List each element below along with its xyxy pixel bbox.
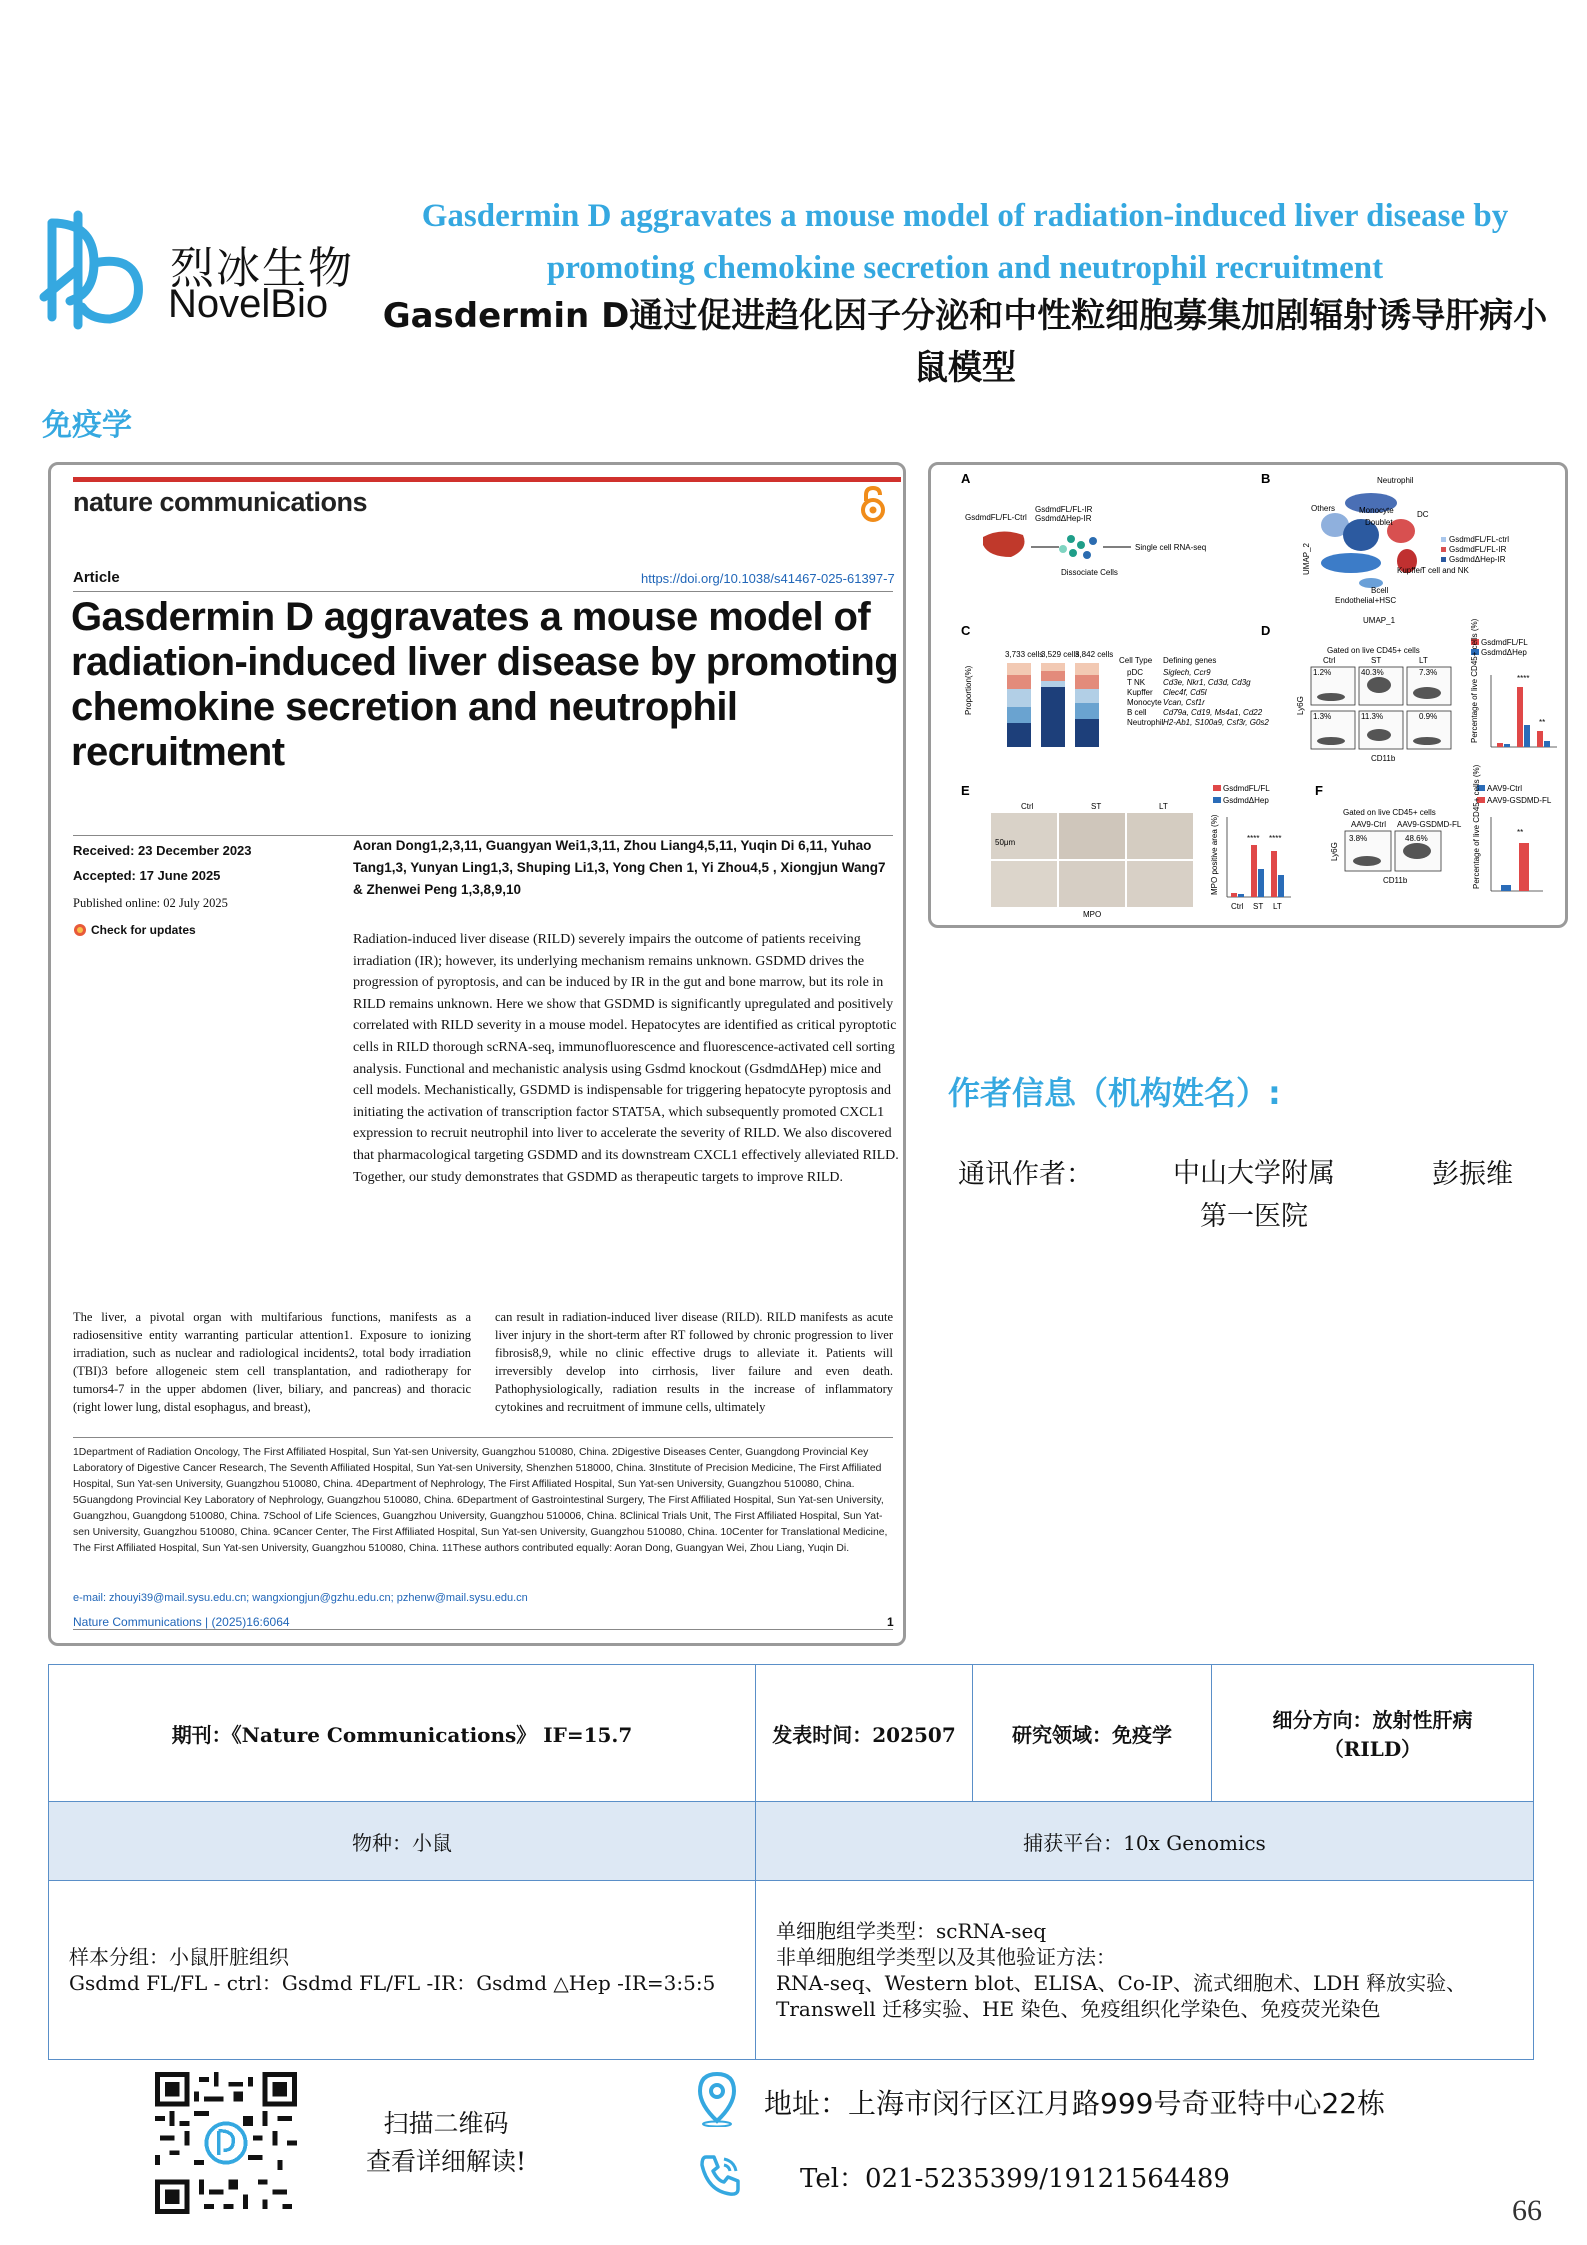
check-updates-label: Check for updates [91,923,196,937]
e-leg1: GsdmdFL/FL [1223,784,1270,793]
d-col-ctrl: Ctrl [1323,656,1336,665]
b-monocyte: Monocyte [1359,506,1394,515]
other-methods-title: 非单细胞组学类型以及其他验证方法： [776,1945,1116,1969]
f-xlabel: CD11b [1383,876,1408,885]
a-ir1-label: GsdmdFL/FL-IR [1035,505,1093,514]
b-endo: Endothelial+HSC [1335,596,1397,605]
c-count-3: 3,842 cells [1075,650,1114,659]
c-type-5: Neutrophil [1127,718,1164,727]
d-leg1: GsdmdFL/FL [1481,638,1528,647]
f-bar-ylabel: Percentage of live CD45+ cells (%) [1472,764,1481,889]
c-genes-head: Defining genes [1163,656,1217,665]
d-bar-chart [1491,675,1557,747]
c-count-2: 3,529 cells [1041,650,1080,659]
body-column-left: The liver, a pivotal organ with multifarious functions, manifests as a radiosensitive entity warranting particular attention1. Exposure to ionizing irradiation, such as nuclear and radiological incidents2, total body irradiation (TBI)3 before allogeneic stem cell transplantation, and radiotherapy for tumors4-7 in the upper abdomen (liver, biliary, and pancreas) and thoracic (right lower lung, distal esophagus, and breast), [73,1310,471,1414]
author-info-heading: 作者信息（机构姓名）: [948,1074,1281,1112]
qr-caption-line-1: 扫描二维码 [383,2109,509,2138]
e-col-st: ST [1091,802,1102,811]
species-cell: 物种：小鼠 [49,1802,756,1881]
c-type-4: B cell [1127,708,1147,717]
b-leg2: GsdmdFL/FL-IR [1449,545,1507,554]
brand-name-en: NovelBio [168,282,329,326]
d-pct-4: 1.3% [1313,712,1332,721]
b-doublet: Doublet [1365,518,1393,527]
panel-e-label: E [961,783,970,798]
f-pct-1: 3.8% [1349,834,1368,843]
e-bar-ctrl: Ctrl [1231,902,1244,911]
sample-cell [49,1881,756,2060]
d-pct-6: 0.9% [1419,712,1438,721]
liver-icon [983,531,1025,557]
e-col-ctrl: Ctrl [1021,802,1034,811]
direction-line-1: 细分方向：放射性肝病 [1272,1708,1473,1732]
check-for-updates[interactable] [73,923,196,937]
abstract: Radiation-induced liver disease (RILD) severely impairs the outcome of patients receiving irradiation (IR); however, its underlying mechanism remains unknown. GSDMD drives the progression of pyroptosis, and can be induced by IR in the gut and bone marrow, but its role in RILD remains unknown. Here we show that GSDMD is significantly upregulated and positively correlated with RILD severity in a mouse model. Hepatocytes are identified as critical pyroptotic cells in RILD thorough scRNA-seq, immunofluorescence and fluorescence-activated cell sorting analysis. Functional and mechanistic analysis using Gsdmd knockout (GsdmdΔHep) mice and cell models. Mechanistically, GSDMD is indispensable for triggering hepatocyte pyroptosis and initiating the activation of transcription factor STAT5A, which subsequently promoted CXCL1 expression to recruit neutrophil into liver to accelerate the severity of RILD. We also discovered that pharmacological targeting GSDMD and its downstream CXCL1 effectively alleviated RILD. Together, our study demonstrates that GSDMD as therapeutic targets to improve RILD. [353,932,899,1185]
d-pct-5: 11.3% [1361,712,1384,721]
body-column-right: can result in radiation-induced liver disease (RILD). RILD manifests as acute liver injury in the short-term after RT followed by chronic progression to liver fibrosis8,9, while no clinic effective drugs to alleviate it. Patients will irreversibly develop into cirrhosis, liver failure and even death. Pathophysiologically, radiation results in the increase of inflammatory cytokines and recruitment of immune cells, ultimately [495,1310,893,1414]
field-cell: 研究领域：免疫学 [973,1665,1212,1802]
b-neutrophil: Neutrophil [1377,476,1414,485]
f-col-2: AAV9-GSDMD-FL [1397,820,1462,829]
a-dissociate-label: Dissociate Cells [1061,568,1118,577]
author-list: Aoran Dong1,2,3,11, Guangyan Wei1,3,11, Zhou Liang4,5,11, Yuqin Di 6,11, Yuhao Tang1,3, Yunyan Ling1,3, Shuping Li1,3, Yong Chen 1, Yi Zhou4,5 , Xiongjun Wang7 & Zhenwei Peng 1,3,8,9,10 [353,838,886,897]
contact-emails[interactable]: e-mail: zhouyi39@mail.sysu.edu.cn; wangxiongjun@gzhu.edu.cn; pzhenw@mail.sysu.edu.cn [73,1592,528,1604]
d-sig-1: **** [1517,674,1530,683]
f-gate: Gated on live CD45+ cells [1343,808,1436,817]
sc-type: 单细胞组学类型：scRNA-seq [776,1919,1047,1943]
b-umap1: UMAP_1 [1363,616,1396,625]
doi-link[interactable]: https://doi.org/10.1038/s41467-025-61397-7 [641,571,895,586]
study-info-table [48,1664,1534,2060]
journal-cell: 期刊：《Nature Communications》 IF=15.7 [49,1665,756,1802]
histology-images [991,813,1193,907]
page-number-paper: 1 [887,1615,894,1629]
e-leg2: GsdmdΔHep [1223,796,1269,805]
a-ir2-label: GsdmdΔHep-IR [1035,514,1092,523]
article-type: Article [73,569,120,586]
other-methods-line-2: Transwell 迁移实验、HE 染色、免疫组织化学染色、免疫荧光染色 [776,1997,1381,2021]
c-type-1: T NK [1127,678,1146,687]
e-sig-2: **** [1269,834,1282,843]
e-bar-lt: LT [1273,902,1282,911]
c-marker-5: H2-Ab1, S100a9, Csf3r, G0s2 [1163,718,1269,727]
panel-f-label: F [1315,783,1323,798]
platform-cell: 捕获平台：10x Genomics [756,1802,1534,1881]
b-dc: DC [1417,510,1429,519]
journal-name: nature communications [73,487,368,517]
c-marker-0: Siglech, Ccr9 [1163,668,1211,677]
direction-cell [1212,1665,1534,1802]
c-type-3: Monocyte [1127,698,1162,707]
pub-time-cell: 发表时间：202507 [756,1665,973,1802]
b-tcell: T cell and NK [1421,566,1469,575]
location-pin-icon [696,2071,738,2127]
other-methods-line-1: RNA-seq、Western blot、ELISA、Co-IP、流式细胞术、LDH 释放实验、 [776,1971,1467,1995]
institution-line-1: 中山大学附属 [1173,1158,1335,1189]
author-institution [1144,1152,1364,1238]
accepted-date: Accepted: 17 June 2025 [73,868,221,883]
f-pct-2: 48.6% [1405,834,1428,843]
qr-caption [346,2105,546,2181]
e-sig-1: **** [1247,834,1260,843]
d-pct-3: 7.3% [1419,668,1438,677]
sample-line-1: 样本分组：小鼠肝脏组织 [69,1945,289,1969]
b-others: Others [1311,504,1336,513]
stacked-bar-chart [1007,663,1099,747]
b-kupffer: Kupffer [1397,566,1423,575]
d-bar-ylabel: Percentage of live CD45+ cells (%) [1470,618,1479,743]
f-col-1: AAV9-Ctrl [1351,820,1386,829]
published-date: Published online: 02 July 2025 [73,896,228,910]
table-row [49,1665,1534,1802]
article-title-chinese: Gasdermin D通过促进趋化因子分泌和中性粒细胞募集加剧辐射诱导肝病小鼠模型 [382,296,1548,388]
panel-d-label: D [1261,623,1271,638]
journal-header-bar [73,477,901,482]
divider [73,1629,893,1630]
phone-icon [696,2151,744,2199]
b-leg3: GsdmdΔHep-IR [1449,555,1506,564]
methods-cell [756,1881,1534,2060]
divider [73,591,893,592]
author-name: 彭振维 [1432,1159,1513,1190]
figure-graphic [931,465,1565,925]
c-marker-4: Cd79a, Cd19, Ms4a1, Cd22 [1163,708,1263,717]
d-pct-1: 1.2% [1313,668,1332,677]
c-count-1: 3,733 cells [1005,650,1044,659]
f-ylabel: Ly6G [1330,842,1339,861]
e-bar-st: ST [1253,902,1264,911]
institution-line-2: 第一医院 [1200,1201,1308,1232]
panel-c-label: C [961,623,971,638]
c-ylabel: Proportion(%) [964,665,973,715]
f-leg2: AAV9-GSDMD-FL [1487,796,1552,805]
article-title-english: Gasdermin D aggravates a mouse model of radiation-induced liver disease by promoting chemokine secretion and neutrophil recruitment [421,198,1509,286]
paper-title: Gasdermin D aggravates a mouse model of radiation-induced liver disease by promoting chemokine secretion and neutrophil recruitment [71,595,899,774]
a-ctrl-label: GsdmdFL/FL-Ctrl [965,513,1027,522]
d-sig-2: ** [1539,718,1546,727]
c-marker-3: Vcan, Csf1r [1163,698,1205,707]
d-pct-2: 40.3% [1361,668,1384,677]
f-leg1: AAV9-Ctrl [1487,784,1522,793]
check-updates-icon [73,923,87,937]
d-col-lt: LT [1419,656,1428,665]
affiliations: 1Department of Radiation Oncology, The First Affiliated Hospital, Sun Yat-sen University, Guangzhou 510080, China. 2Digestive Diseases Center, Guangdong Provincial Key Laboratory of Digestive Cancer Research, The Seventh Affiliated Hospital, Sun Yat-sen University, Shenzhen 518000, China. 3Institute of Precision Medicine, The First Affiliated Hospital, Sun Yat-sen University, Guangzhou 510080, China. 4Department of Nephrology, The First Affiliated Hospital, Sun Yat-sen University, Guangzhou 510080, China. 5Guangdong Provincial Key Laboratory of Nephrology, Guangzhou 510080, China. 6Department of Gastrointestinal Surgery, The First Affiliated Hospital, Sun Yat-sen University, Guangzhou, Guangdong 510080, China. 7School of Life Sciences, Guangzhou University, Guangzhou 510006, China. 8Clinical Trials Unit, The First Affiliated Hospital, Sun Yat-sen University, Guangzhou 510080, China. 9Cancer Center, The First Affiliated Hospital, Sun Yat-sen University, Guangzhou 510080, China. 10Center for Translational Medicine, The First Affiliated Hospital, Sun Yat-sen University, Guangzhou 510080, China. 11These authors contributed equally: Aoran Dong, Guangyan Wei, Zhou Liang, Yuqin Di. [73,1447,888,1554]
cell-cluster-icon [1059,535,1097,559]
figure-panel [928,462,1568,928]
d-leg2: GsdmdΔHep [1481,648,1527,657]
brand-name-zh: 烈冰生物 [170,243,354,294]
d-xlabel: CD11b [1371,754,1396,763]
table-row [49,1802,1534,1881]
b-umap2: UMAP_2 [1302,542,1311,575]
c-celltype-head: Cell Type [1119,656,1153,665]
qr-caption-line-2: 查看详细解读! [365,2147,527,2176]
c-type-2: Kupffer [1127,688,1153,697]
divider [73,1437,893,1438]
author-role: 通讯作者： [958,1159,1093,1190]
c-marker-2: Clec4f, Cd5l [1163,688,1207,697]
panel-a-label: A [961,471,971,486]
d-gate: Gated on live CD45+ cells [1327,646,1420,655]
c-type-0: pDC [1127,668,1144,677]
e-bar-chart [1227,817,1291,897]
sample-line-2: Gsdmd FL/FL - ctrl：Gsdmd FL/FL -IR：Gsdmd △Hep -IR=3:5:5 [69,1971,716,1995]
c-marker-1: Cd3e, Nkr1, Cd3d, Cd3g [1163,678,1251,687]
e-stain: MPO [1083,910,1102,919]
table-row [49,1881,1534,2060]
a-seq-label: Single cell RNA-seq [1135,543,1207,552]
e-col-lt: LT [1159,802,1168,811]
f-sig: ** [1517,828,1524,837]
d-col-st: ST [1371,656,1382,665]
category-label: 免疫学 [42,408,132,443]
address-text: 地址：上海市闵行区江月路999号奇亚特中心22栋 [764,2087,1386,2120]
open-access-icon [857,485,889,523]
received-date: Received: 23 December 2023 [73,843,252,858]
citation-footer: Nature Communications | (2025)16:6064 [73,1615,290,1629]
b-bcell: Bcell [1371,586,1389,595]
e-scale: 50μm [995,838,1016,847]
panel-b-label: B [1261,471,1271,486]
e-ylabel: MPO positive area (%) [1210,814,1219,895]
telephone-text: Tel：021-5235399/19121564489 [800,2164,1230,2194]
page-number: 66 [1512,2194,1542,2227]
paper-first-page [48,462,906,1646]
b-leg1: GsdmdFL/FL-ctrl [1449,535,1510,544]
direction-line-2: （RILD） [1323,1737,1422,1761]
d-ylabel: Ly6G [1296,696,1305,715]
qr-code[interactable] [155,2072,297,2214]
